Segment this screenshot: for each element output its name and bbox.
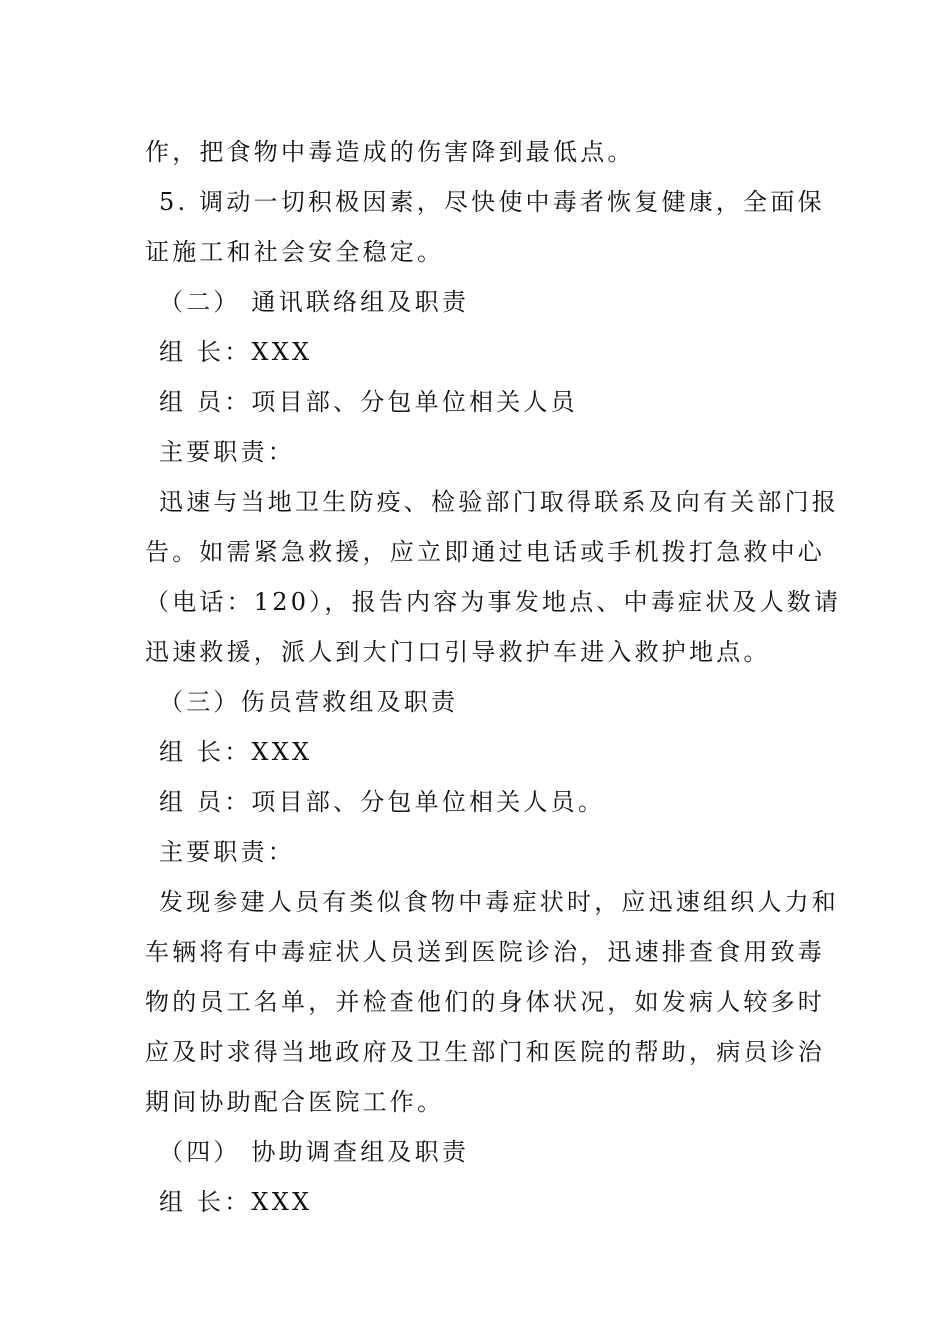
- paragraph-line: 告。如需紧急救援，应立即通过电话或手机拨打急救中心: [145, 538, 825, 566]
- section-heading: （二） 通讯联络组及职责: [159, 288, 470, 316]
- paragraph-line: 5. 调动一切积极因素，尽快使中毒者恢复健康，全面保: [159, 188, 825, 216]
- paragraph-line: 期间协助配合医院工作。: [145, 1088, 445, 1116]
- leader-line: 组 长：XXX: [159, 1188, 313, 1216]
- members-line: 组 员：项目部、分包单位相关人员: [159, 388, 578, 416]
- leader-line: 组 长：XXX: [159, 338, 313, 366]
- members-line: 组 员：项目部、分包单位相关人员。: [159, 788, 606, 816]
- paragraph-line: 迅速与当地卫生防疫、检验部门取得联系及向有关部门报: [159, 488, 839, 516]
- section-heading: （三）伤员营救组及职责: [159, 688, 459, 716]
- paragraph-line: 迅速救援，派人到大门口引导救护车进入救护地点。: [145, 638, 771, 666]
- paragraph-line: 应及时求得当地政府及卫生部门和医院的帮助，病员诊治: [145, 1038, 825, 1066]
- paragraph-line: 物的员工名单，并检查他们的身体状况，如发病人较多时: [145, 988, 825, 1016]
- leader-line: 组 长：XXX: [159, 738, 313, 766]
- duties-label: 主要职责：: [159, 838, 295, 866]
- paragraph-line: （电话：120），报告内容为事发地点、中毒症状及人数请: [145, 588, 842, 616]
- paragraph-line: 作，把食物中毒造成的伤害降到最低点。: [145, 138, 635, 166]
- paragraph-line: 车辆将有中毒症状人员送到医院诊治，迅速排查食用致毒: [145, 938, 825, 966]
- section-heading: （四） 协助调查组及职责: [159, 1138, 470, 1166]
- paragraph-line: 发现参建人员有类似食物中毒症状时，应迅速组织人力和: [159, 888, 839, 916]
- duties-label: 主要职责：: [159, 438, 295, 466]
- paragraph-line: 证施工和社会安全稳定。: [145, 238, 445, 266]
